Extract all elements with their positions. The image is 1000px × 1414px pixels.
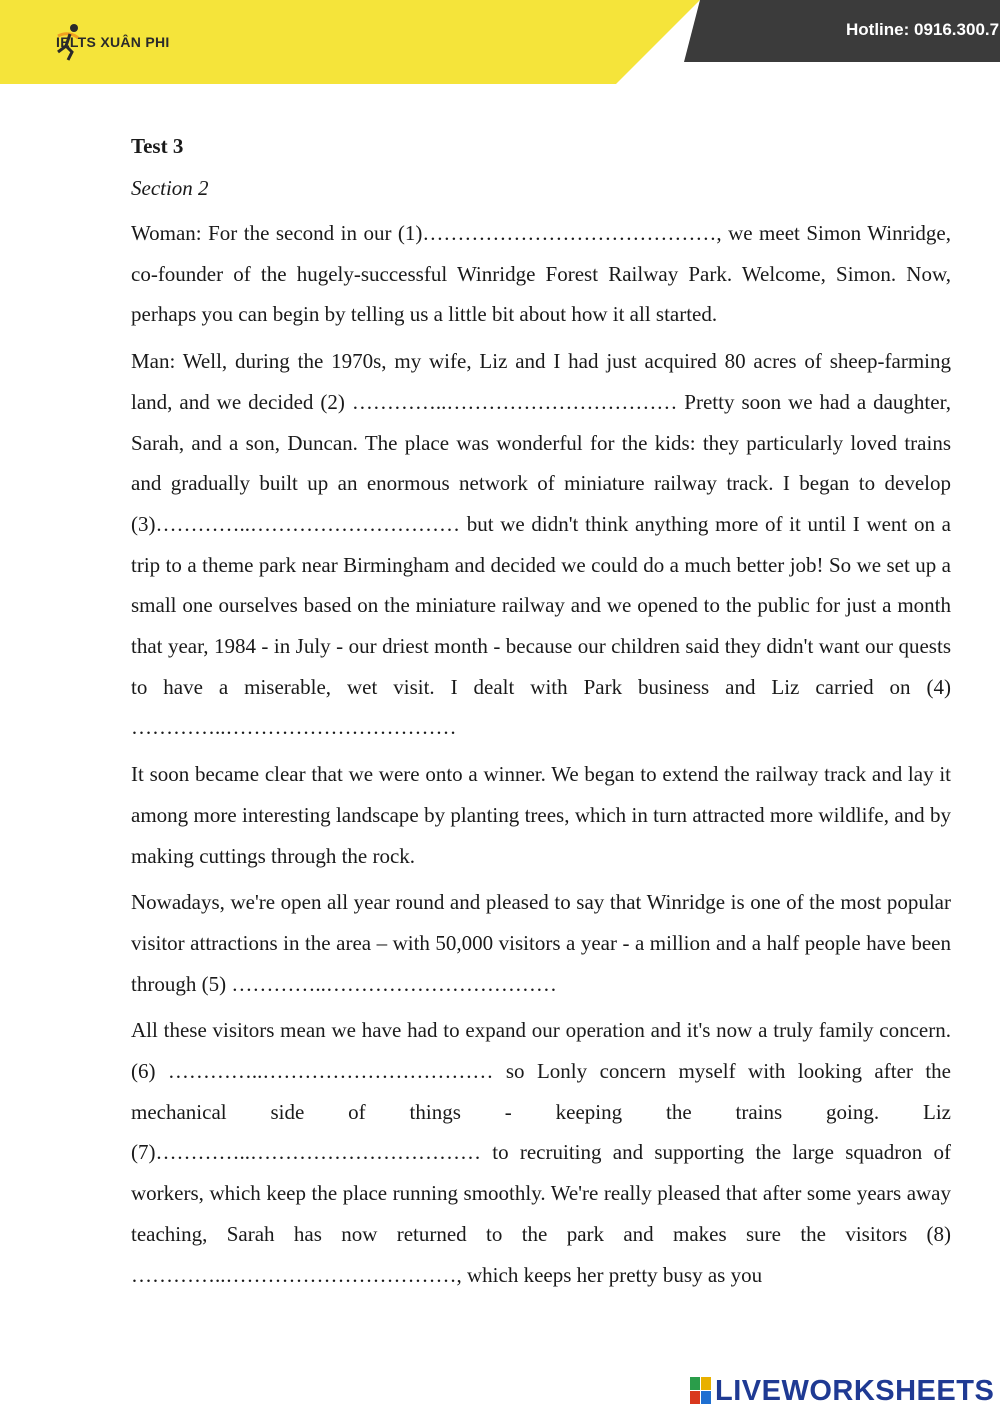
paragraph-3: It soon became clear that we were onto a winner. We began to extend the railway track and lay it among more interesting landscape by planting trees, which in turn attracted more wildlife, and by making cuttings through the rock. (131, 762, 951, 868)
liveworksheets-logo (690, 1375, 994, 1407)
test-title: Test 3 (131, 134, 184, 158)
hotline-text: Hotline: 0916.300.7 (846, 20, 1000, 39)
paragraph-4: Nowadays, we're open all year round and pleased to say that Winridge is one of the most popular visitor attractions in the area – with 50,000 visitors a year - a million and a half people have been through (5) …………..…………………………… (131, 890, 951, 996)
paragraph-1: Woman: For the second in our (1)……………………………………, we meet Simon Winridge, co-founder of the hugely-successful Winridge Forest Railway Park. Welcome, Simon. Now, perhaps you can begin by telling us a little bit about how it all started. (131, 221, 951, 327)
liveworksheets-badge-icon (690, 1377, 712, 1405)
brand-logo (52, 22, 170, 62)
brand-name: IELTS XUÂN PHI (56, 34, 170, 50)
paragraph-2: Man: Well, during the 1970s, my wife, Liz and I had just acquired 80 acres of sheep-farming land, and we decided (2) …………..…………………………… Pretty soon we had a daughter, Sarah, and a son, Duncan. The place was wonderful for the kids: they particularly loved trains and gradually built up an enormous network of miniature railway track. I began to develop (3)…………..………………………… but we didn't think anything more of it until I went on a trip to a theme park near Birmingham and decided we could do a much better job! So we set up a small one ourselves based on the miniature railway and we opened to the public for just a month that year, 1984 - in July - our driest month - because our children said they didn't want our quests to have a miserable, wet visit. I dealt with Park business and Liz carried on (4) …………..…………………………… (131, 349, 951, 740)
page-header (0, 0, 1000, 84)
document-body (131, 126, 951, 1301)
liveworksheets-wordmark: LIVEWORKSHEETS (715, 1374, 995, 1407)
runner-logo-icon (52, 22, 88, 62)
section-title: Section 2 (131, 176, 209, 200)
paragraph-5: All these visitors mean we have had to expand our operation and it's now a truly family concern. (6) …………..…………………………… so Lonly concern myself with looking after the mechanical side of things - keeping the trains going. Liz (7)…………..…………………………… to recruiting and supporting the large squadron of workers, which keep the place running smoothly. We're really pleased that after some years away teaching, Sarah has now returned to the park and makes sure the visitors (8) …………..……………………………, which keeps her pretty busy as you (131, 1018, 951, 1287)
